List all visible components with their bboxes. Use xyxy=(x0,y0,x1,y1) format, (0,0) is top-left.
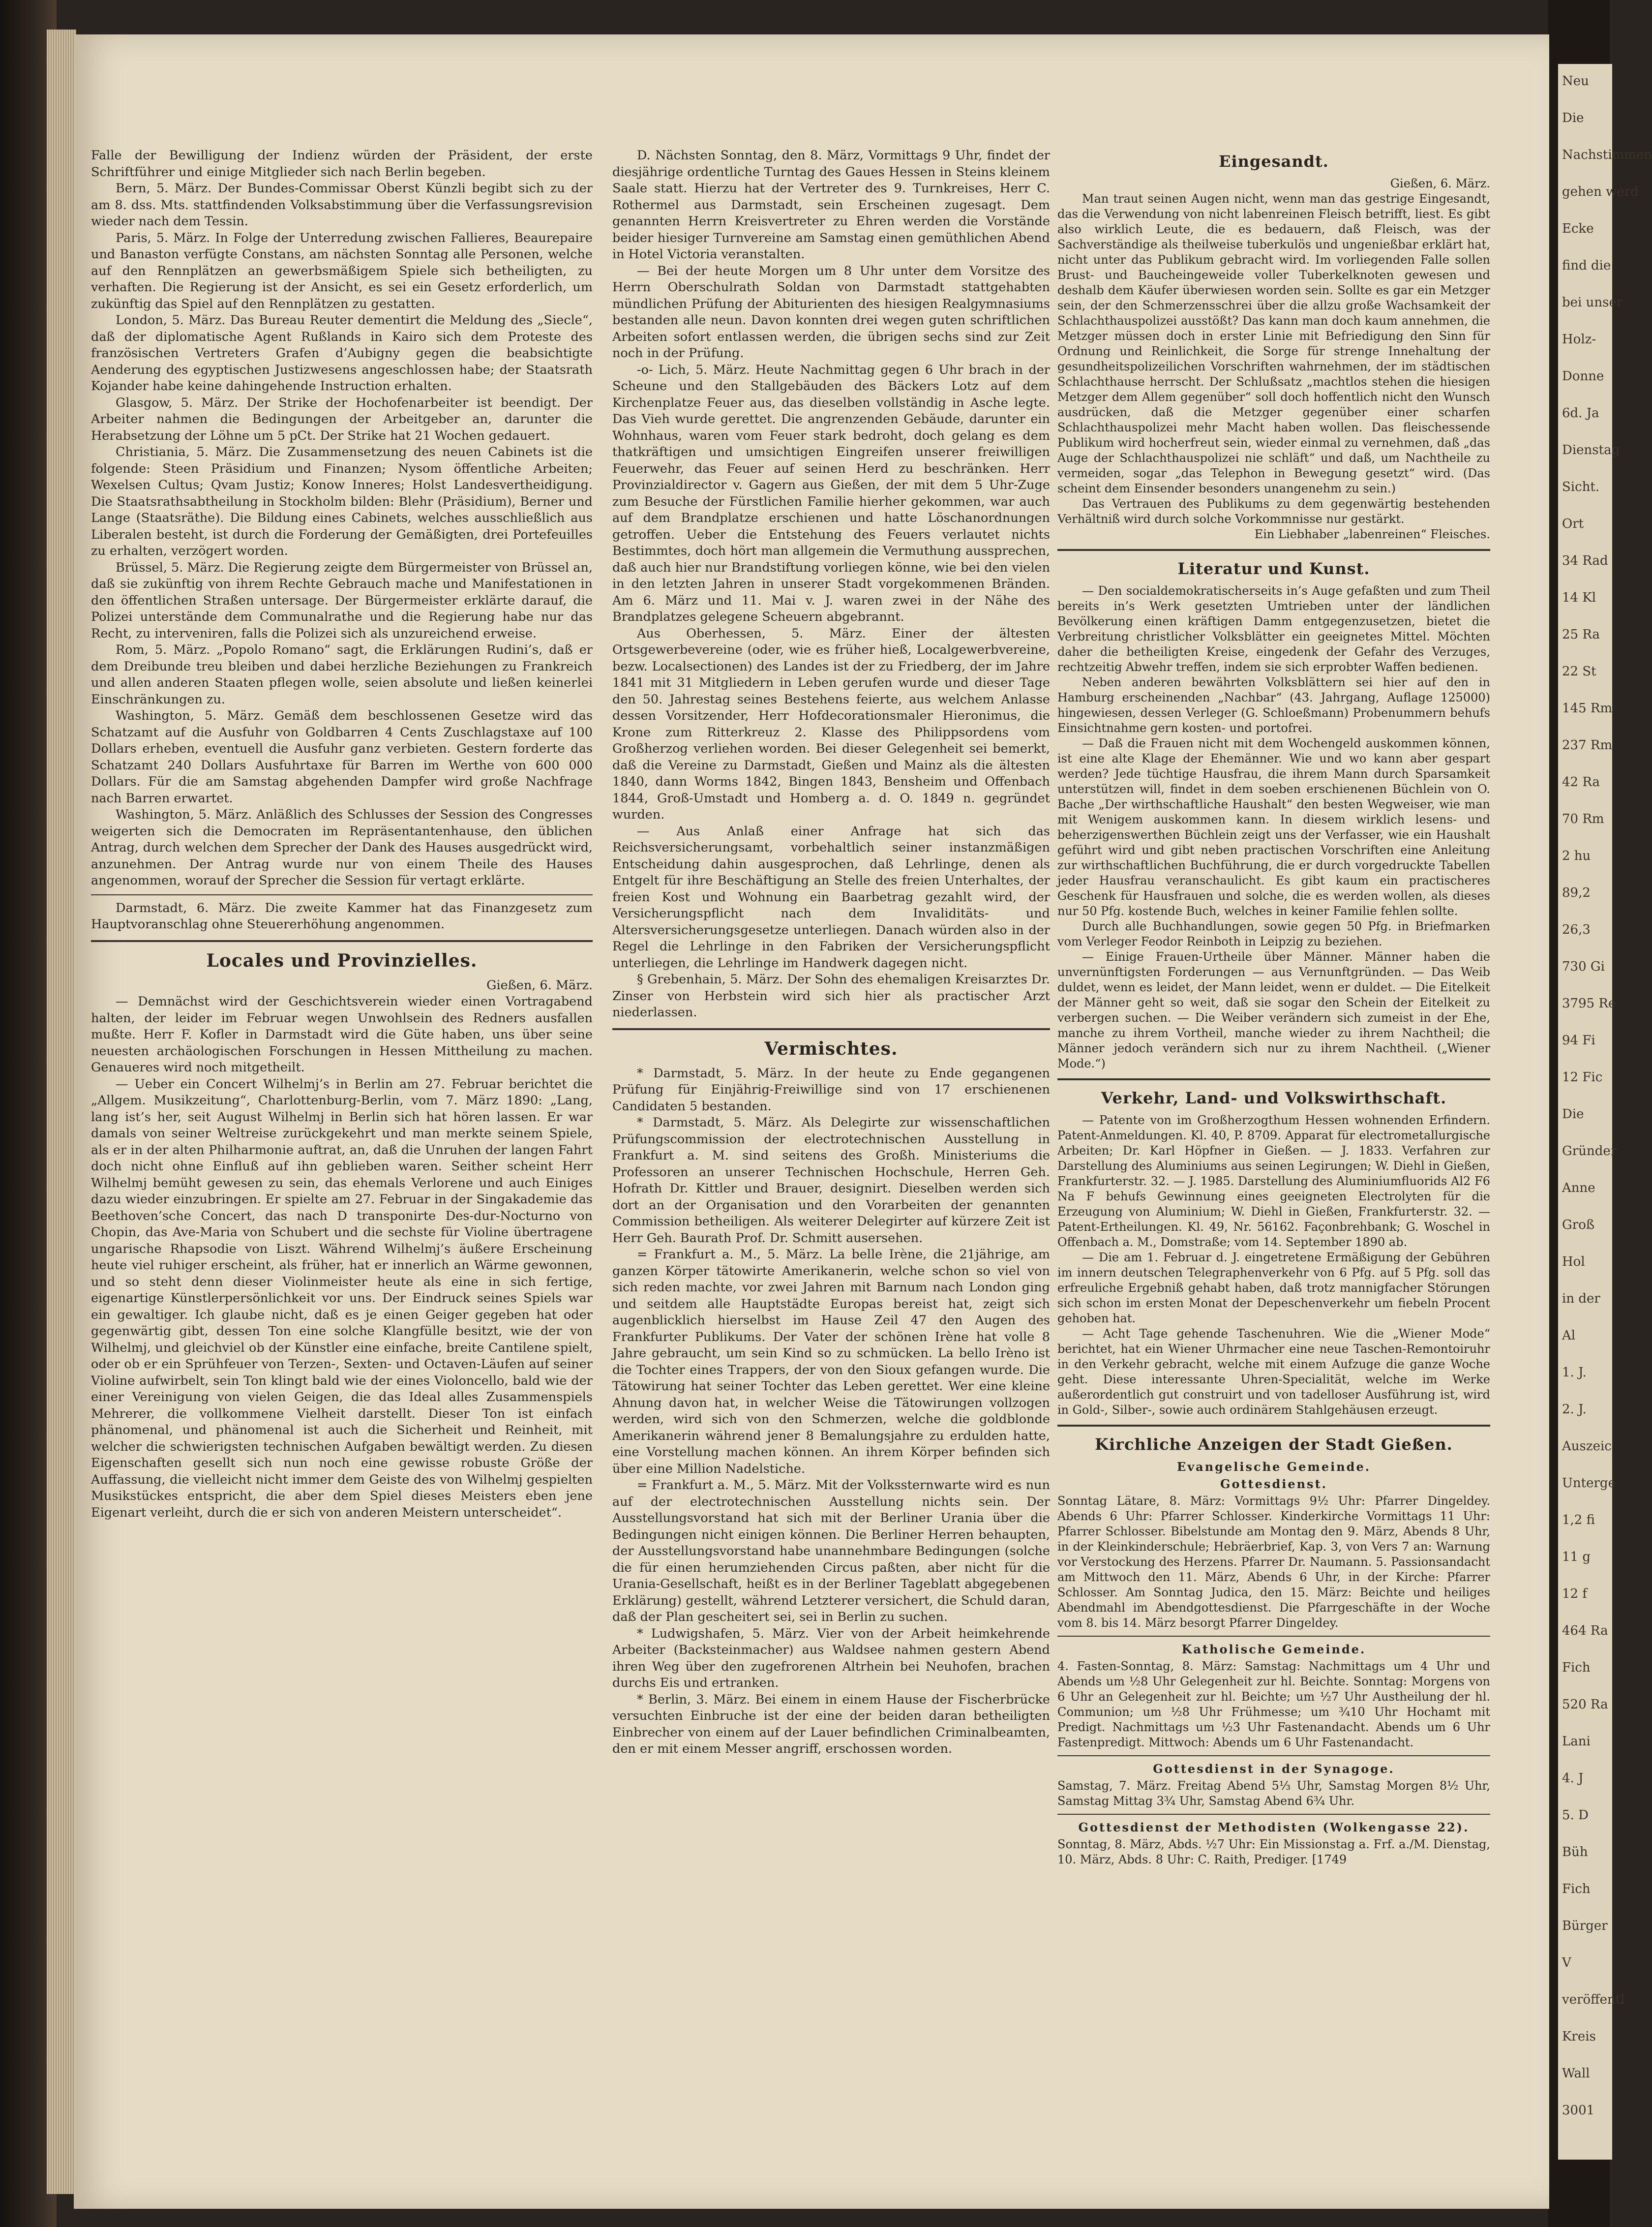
adjacent-page-fragment: Fich xyxy=(1562,1882,1591,1896)
adjacent-page-fragment: Wall xyxy=(1562,2066,1590,2081)
adjacent-page-fragment: 237 Rm xyxy=(1562,738,1613,753)
article-literatur-3: — Daß die Frauen nicht mit dem Wochengeld auskommen können, ist eine alte Klage der Ehemänner. Wie und wo kann aber gespart werden? Jede tüchtige Hausfrau, die ihrem Mann durch Sparsamkeit unterstützen will, findet in dem soeben erschienenen Büchlein von O. Bache „Der wirthschaftliche Haushalt“ den besten Wegweiser, wie man mit Wenigem auskommen kann. In diesem wirklich lesens- und beherzigenswerthen Büchlein zeigt uns der Verfasser, wie ein Haushalt geführt wird und gibt neben practischen Vorschriften eine Anleitung zur wirthschaftlichen Buchführung, die er durch vorgedruckte Tabellen jeder Hausfrau veranschaulicht. Es gibt kaum ein practischeres Geschenk für Hausfrauen und solche, die es werden wollen, als dieses nur 50 Pfg. kostende Buch, welches in keiner Familie fehlen sollte. xyxy=(1057,736,1490,918)
signature: Ein Liebhaber „labenreinen“ Fleisches. xyxy=(1254,527,1490,541)
article-glasgow: Glasgow, 5. März. Der Strike der Hochofenarbeiter ist beendigt. Der Arbeiter nahmen die Bedingungen der Arbeitgeber an, darunter die Herabsetzung der Löhne um 5 pCt. Der Strike hat 21 Wochen gedauert. xyxy=(91,395,593,443)
divider xyxy=(1057,1814,1490,1815)
adjacent-page-fragment: Ecke xyxy=(1562,221,1594,236)
text-synagoge: Samstag, 7. März. Freitag Abend 5⅓ Uhr, Samstag Morgen 8½ Uhr, Samstag Mittag 3¾ Uhr, Samstag Abend 6¾ Uhr. xyxy=(1057,1779,1490,1808)
article-washington-2: Washington, 5. März. Anläßlich des Schlusses der Session des Congresses weigerten sich die Democraten im Repräsentantenhause, den üblichen Antrag, durch welchen dem Sprecher der Dank des Hauses ausgedrückt wird, anzunehmen. Der Antrag wurde nur von einem Theile des Hauses angenommen, worauf der Sprecher die Session für vertagt erklärte. xyxy=(91,807,593,888)
section-heading-verkehr: Verkehr, Land- und Volkswirthschaft. xyxy=(1101,1089,1447,1107)
article-london: London, 5. März. Das Bureau Reuter dementirt die Meldung des „Siecle“, daß der diplomatische Agent Rußlands in Kairo sich dem Proteste des französischen Vertreters Grafen d’Aubigny gegen die beabsichtigte Aenderung des egyptischen Justizwesens angeschlossen habe; der Staatsrath Kojander habe keine dahingehende Instruction erhalten. xyxy=(91,313,593,394)
adjacent-page-fragment: 730 Gi xyxy=(1562,959,1605,974)
article-turntag: D. Nächsten Sonntag, den 8. März, Vormittags 9 Uhr, findet der diesjährige ordentliche Turntag des Gaues Hessen in Steins kleinem Saale statt. Hierzu hat der Vertreter des 9. Turnkreises, Herr C. Rothermel aus Darmstadt, sein Erscheinen zugesagt. Dem genannten Herrn Kreisvertreter zu Ehren werden die Vorstände beider hiesiger Turnvereine am Samstag einen gemüthlichen Abend in Hotel Victoria veranstalten. xyxy=(612,148,1050,262)
adjacent-page-fragment: 22 St xyxy=(1562,664,1596,679)
adjacent-page-fragment: 42 Ra xyxy=(1562,775,1600,790)
adjacent-page-fragment: 464 Ra xyxy=(1562,1623,1608,1638)
adjacent-page-fragment: 94 Fi xyxy=(1562,1033,1595,1048)
article-christiania: Christiania, 5. März. Die Zusammensetzung des neuen Cabinets ist die folgende: Steen Präsidium und Finanzen; Nysom öffentliche Arbeiten; Wexelsen Cultus; Qvam Justiz; Konow Inneres; Holst Landesvertheidigung. Die Staatsrathsabtheilung in Stockholm bilden: Blehr (Präsidium), Berner und Lange (Staatsräthe). Die Bildung eines Cabinets, welches ausschließlich aus Liberalen besteht, ist durch die Forderung der Gemäßigten, drei Portefeuilles zu erhalten, verzögert worden. xyxy=(91,445,593,558)
adjacent-page-fragment: 12 Fic xyxy=(1562,1070,1603,1085)
article-geschichtsverein: — Demnächst wird der Geschichtsverein wieder einen Vortragabend halten, der leider im Februar wegen Unwohlsein des Redners ausfallen mußte. Herr F. Kofler in Darmstadt wird die Güte haben, uns über seine neuesten archäologischen Forschungen in Hessen Mittheilung zu machen. Genaueres wird noch mitgetheilt. xyxy=(91,994,593,1075)
subheading-methodisten: Gottesdienst der Methodisten (Wolkengasse 22). xyxy=(1078,1820,1470,1834)
adjacent-page-fragment: Ort xyxy=(1562,517,1584,531)
adjacent-page-fragment: 89,2 xyxy=(1562,885,1591,900)
column-2 xyxy=(612,148,1050,1758)
adjacent-page-fragment: 3795 Re xyxy=(1562,996,1616,1011)
adjacent-page-fragment: 70 Rm xyxy=(1562,812,1604,826)
adjacent-page-fragment: Büh xyxy=(1562,1845,1588,1860)
divider xyxy=(1057,1425,1490,1427)
adjacent-page-fragment: 12 f xyxy=(1562,1586,1587,1601)
article-realgymnasium: — Bei der heute Morgen um 8 Uhr unter dem Vorsitze des Herrn Oberschulrath Soldan von Darmstadt stattgehabten mündlichen Prüfung der Abiturienten des hiesigen Realgymnasiums bestanden alle neun. Davon konnten drei wegen guten schriftlichen Arbeiten sofort entlassen werden, die übrigen sechs sind zur Zeit noch in der Prüfung. xyxy=(612,263,1050,361)
page-edges xyxy=(47,30,76,2194)
adjacent-page-fragment: find die xyxy=(1562,258,1611,273)
column-3 xyxy=(1057,148,1490,1867)
divider xyxy=(91,940,593,942)
adjacent-page-fragment: 145 Rm xyxy=(1562,701,1613,716)
article-bern: Bern, 5. März. Der Bundes-Commissar Oberst Künzli begibt sich zu der am 8. dss. Mts. stattfindenden Volksabstimmung über die Verfassungsrevision wieder nach dem Tessin. xyxy=(91,181,593,229)
adjacent-page-fragment: 5. D xyxy=(1562,1808,1589,1823)
article-paris: Paris, 5. März. In Folge der Unterredung zwischen Fallieres, Beaurepaire und Banaston verfügte Constans, am nächsten Sonntag alle Personen, welche auf den Rennplätzen an gewerbsmäßigem Spiele sich betheiligten, zu verhaften. Die Regierung ist der Ansicht, es sei ein Gesetz erforderlich, um zukünftig das Spiel auf den Rennplätzen zu gestatten. xyxy=(91,230,593,311)
adjacent-page-fragment: Lani xyxy=(1562,1734,1591,1749)
adjacent-page-fragment: V xyxy=(1562,1955,1571,1970)
article-intro: Falle der Bewilligung der Indienz würden der Präsident, der erste Schriftführer und einige Mitglieder sich nach Berlin begeben. xyxy=(91,148,593,180)
adjacent-page-fragment: Die xyxy=(1562,111,1584,125)
article-patente: — Patente von im Großherzogthum Hessen wohnenden Erfindern. Patent-Anmeldungen. Kl. 40, P. 8709. Apparat für electrometallurgische Arbeiten; Dr. Karl Höpfner in Gießen. — J. 1833. Verfahren zur Darstellung des Aluminiums aus seinen Legirungen; W. Diehl in Gießen, Frankfurterstr. 32. — J. 1985. Darstellung des Aluminiumfluorids Al2 F6 Na F behufs Gewinnung eines geeigneten Electrolyten für die Erzeugung von Aluminium; W. Diehl in Gießen, Frankfurterstr. 32. — Patent-Ertheilungen. Kl. 49, Nr. 56162. Façonbrehbank; G. Woschel in Offenbach a. M., Domstraße; vom 14. September 1890 ab. xyxy=(1057,1113,1490,1249)
adjacent-page-fragment: Unterge xyxy=(1562,1476,1616,1491)
article-eingesandt-2: Das Vertrauen des Publikums zu dem gegenwärtig bestehenden Verhältniß wird durch solche Vorkommnisse nur gestärkt. xyxy=(1057,497,1490,526)
adjacent-page-fragment: Die xyxy=(1562,1107,1584,1122)
article-washington-1: Washington, 5. März. Gemäß dem beschlossenen Gesetze wird das Schatzamt auf die Ausfuhr von Goldbarren 4 Cents Zuschlagstaxe auf 100 Dollars erheben, eventuell die Ausfuhr ganz verbieten. Gestern forderte das Schatzamt 240 Dollars Ausfuhrtaxe für Barren im Werthe von 600 000 Dollars. Für die am Samstag abgehenden Dampfer wird große Nachfrage nach Barren erwartet. xyxy=(91,708,593,806)
adjacent-page-fragment: Donne xyxy=(1562,369,1604,384)
adjacent-page-sliver xyxy=(1558,64,1652,2160)
adjacent-page-fragment: Groß xyxy=(1562,1218,1595,1232)
adjacent-page-fragment: Sicht. xyxy=(1562,480,1600,494)
adjacent-page-fragment: Al xyxy=(1562,1328,1576,1343)
article-darmstadt: Darmstadt, 6. März. Die zweite Kammer hat das Finanzgesetz zum Hauptvoranschlag ohne Steuererhöhung angenommen. xyxy=(91,900,593,932)
adjacent-page-fragment: gehen werd xyxy=(1562,184,1639,199)
divider xyxy=(1057,1636,1490,1637)
article-literatur-2: Neben anderen bewährten Volksblättern sei hier auf den in Hamburg erscheinenden „Nachbar“ (43. Jahrgang, Auflage 125000) hingewiesen, dessen Verleger (G. Schloeßmann) Probenummern behufs Einsichtnahme gern kosten- und portofrei. xyxy=(1057,675,1490,735)
section-heading-vermischtes: Vermischtes. xyxy=(764,1038,898,1059)
adjacent-page-fragment: 2 hu xyxy=(1562,849,1591,863)
adjacent-page-fragment: veröffentl xyxy=(1562,1992,1625,2007)
subheading-evangelisch: Evangelische Gemeinde. xyxy=(1176,1460,1371,1474)
adjacent-page-fragment: Anne xyxy=(1562,1181,1595,1195)
article-concert: — Ueber ein Concert Wilhelmj’s in Berlin am 27. Februar berichtet die „Allgem. Musikzeitung“, Charlottenburg-Berlin, vom 7. März 1890: „Lang, lang ist’s her, seit August Wilhelmj in Berlin sich hat hören lassen. Er war damals von seiner Weltreise zurückgekehrt und man merkte seinem Spiele, als er in der alten Philharmonie auftrat, an, daß die Unruhen der langen Fahrt doch nicht ohne Einfluß auf ihn geblieben waren. Seither scheint Herr Wilhelmj bemüht gewesen zu sein, das ehemals Verlorene und auch Einiges dazu wieder einzubringen. Er spielte am 27. Februar in der Singakademie das Beethoven’sche Concert, das nach D transponirte Des-dur-Nocturno von Chopin, das Ave-Maria von Schubert und die sechste für Violine übertragene ungarische Rhapsodie von Liszt. Während Wilhelmj’s äußere Erscheinung heute viel ruhiger erscheint, als früher, hat er innerlich an Wärme gewonnen, und so steht denn dieser Violinmeister heute als eine in sich fertige, eigenartige Künstlerpersönlichkeit vor uns. Der Eindruck seines Spiels war ein gewaltiger. Ich glaube nicht, daß es je einen Geiger gegeben hat oder gegenwärtig gibt, dessen Ton eine solche Klangfülle besitzt, wie der von Wilhelmj, und gleichviel ob der Künstler eine einfache, breite Cantilene spielt, oder ob er ein Sprühfeuer von Terzen-, Sexten- und Octaven-Läufen auf seiner Violine aufwirbelt, sein Ton klingt bald wie der eines Violoncello, bald wie der einer Vereinigung von vielen Geigen, die das Ideal alles Zusammenspiels Mehrerer, die vollkommene Vielheit darstellt. Dieser Ton ist einfach phänomenal, und phänomenal ist auch die Sicherheit und Reinheit, mit welcher die schwierigsten technischen Aufgaben bewältigt werden. Zu diesen Eigenschaften gesellt sich nun noch eine gewisse robuste Größe der Auffassung, die vielleicht nicht immer dem Geiste des von Wilhelmj gespielten Musikstückes entspricht, die aber dem Spiel dieses Meisters eben jene Eigenart verleiht, durch die er sich von anderen Meistern unterscheidet“. xyxy=(91,1076,593,1520)
adjacent-page-fragment: 34 Rad xyxy=(1562,553,1608,568)
adjacent-page-fragment: 26,3 xyxy=(1562,922,1591,937)
section-heading-kirchliche: Kirchliche Anzeigen der Stadt Gießen. xyxy=(1095,1435,1453,1454)
adjacent-page-fragment: Bürger xyxy=(1562,1919,1608,1933)
section-heading-eingesandt: Eingesandt. xyxy=(1219,152,1329,171)
adjacent-page-fragment: Dienstag xyxy=(1562,443,1620,458)
adjacent-page-fragment: bei unser xyxy=(1562,295,1623,310)
adjacent-page-fragment: Nachstimmen xyxy=(1562,148,1652,162)
article-rom: Rom, 5. März. „Popolo Romano“ sagt, die Erklärungen Rudini’s, daß er dem Dreibunde treu bleiben und dabei herzliche Beziehungen zu Frankreich und allen anderen Staaten pflegen wolle, seien absolute und ließen keinerlei Einschränkungen zu. xyxy=(91,642,593,707)
adjacent-page-fragment: Holz- xyxy=(1562,332,1596,347)
article-darmstadt-1: * Darmstadt, 5. März. In der heute zu Ende gegangenen Prüfung für Einjährig-Freiwillige sind von 17 erschienenen Candidaten 5 bestanden. xyxy=(612,1066,1050,1114)
divider xyxy=(91,894,593,895)
adjacent-page-fragment: 4. J xyxy=(1562,1771,1584,1786)
article-grebenhain: § Grebenhain, 5. März. Der Sohn des ehemaligen Kreisarztes Dr. Zinser von Herbstein wird sich hier als practischer Arzt niederlassen. xyxy=(612,972,1050,1020)
article-lich: -o- Lich, 5. März. Heute Nachmittag gegen 6 Uhr brach in der Scheune und den Stallgebäuden des Bäckers Lotz auf dem Kirchenplatze Feuer aus, das dieselben vollständig in Asche legte. Das Vieh wurde gerettet. Die angrenzenden Gebäude, darunter ein Wohnhaus, waren vom Feuer stark bedroht, doch gelang es dem thatkräftigen und umsichtigen Eingreifen unserer freiwilligen Feuerwehr, das Feuer auf seinen Herd zu beschränken. Herr Provinzialdirector v. Gagern aus Gießen, der mit dem 5 Uhr-Zuge zum Besuche der Fürstlichen Familie hierher gekommen, war auch auf dem Brandplatze erschienen und hatte Löschanordnungen getroffen. Ueber die Entstehung des Feuers verlautet nichts Bestimmtes, doch hört man allgemein die Vermuthung aussprechen, daß auch hier nur Brandstiftung vorliegen könne, wie bei den vielen in den letzten Jahren in unserer Stadt vorgekommenen Bränden. Am 6. März und 11. Mai v. J. waren zwei in der Nähe des Brandplatzes gelegene Scheuern abgebrannt. xyxy=(612,362,1050,624)
subheading-synagoge: Gottesdienst in der Synagoge. xyxy=(1153,1762,1395,1776)
article-oberhessen: Aus Oberhessen, 5. März. Einer der ältesten Ortsgewerbevereine (oder, wie es früher hieß, Localgewerbvereine, bezw. Localsectionen) des Landes ist der zu Friedberg, der im Jahre 1841 mit 31 Mitgliedern in Leben gerufen wurde und dieser Tage den 50. Jahrestag seines Bestehens feierte, aus welchem Anlasse dessen Vorsitzender, Herr Hofdecorationsmaler Hieronimus, die Krone zum Ritterkreuz 2. Klasse des Philippsordens vom Großherzog verliehen worden. Bei dieser Gelegenheit sei bemerkt, daß die Vereine zu Darmstadt, Gießen und Mainz als die ältesten 1840, dann Worms 1842, Bingen 1843, Bensheim und Offenbach 1844, Groß-Umstadt und Homberg a. d. O. 1849 n. gegründet wurden. xyxy=(612,626,1050,822)
section-heading-literatur: Literatur und Kunst. xyxy=(1177,559,1370,578)
article-reichsversicherung: — Aus Anlaß einer Anfrage hat sich das Reichsversicherungsamt, vorbehaltlich seiner instanzmäßigen Entscheidung dahin ausgesprochen, daß Lehrlinge, denen als Entgelt für ihre Beschäftigung an Stelle des freien Unterhaltes, der freien Kost und Wohnung ein Baarbetrag gezahlt wird, der Versicherungspflicht nach dem Invaliditäts- und Altersversicherungsgesetze unterliegen. Danach würden also in der Regel die Lehrlinge in den Fabriken der Versicherungspflicht unterliegen, die Lehrlinge im Handwerk dagegen nicht. xyxy=(612,824,1050,971)
adjacent-page-fragment: 14 Kl xyxy=(1562,590,1596,605)
article-frankfurt-1: = Frankfurt a. M., 5. März. La belle Irène, die 21jährige, am ganzen Körper tätowirte Amerikanerin, welche schon so viel von sich reden machte, vor zwei Jahren mit Barnum nach London ging und seitdem alle Hauptstädte Europas bereist hat, zeigt sich augenblicklich hierselbst im Hause Zeil 47 den Augen des Frankfurter Publikums. Der Vater der schönen Irène hat volle 8 Jahre gebraucht, um sein Kind so zu schmücken. La bello Irèno ist die Tochter eines Trappers, der von den Sioux gefangen wurde. Die Tätowirung hat seiner Tochter das Leben gerettet. Wer eine kleine Ahnung davon hat, in welcher Weise die Tätowirungen vollzogen werden, wird sich von den Schmerzen, welche die goldblonde Amerikanerin während jener 8 Bemalungsjahre zu erdulden hatte, eine Vorstellung machen können. An ihrem Körper befinden sich über eine Million Nadelstiche. xyxy=(612,1247,1050,1476)
adjacent-page-fragment: 1. J. xyxy=(1562,1365,1587,1380)
divider xyxy=(1057,1078,1490,1080)
adjacent-page-fragment: Neu xyxy=(1562,74,1589,89)
article-eingesandt: Man traut seinen Augen nicht, wenn man das gestrige Eingesandt, das die Verwendung von nicht labenreinen Fleisch betrifft, liest. Es gibt also wirklich Leute, die es bedauern, daß Fleisch, was der Sachverständige als theilweise tuberkulös und ungenießbar erklärt hat, nicht unter das Publikum gebracht wird. Im vorliegenden Falle sollen Brust- und Bauchеingeweide voller Tuberkelknoten gewesen und deshalb dem Käufer überwiesen worden sein. Sollte es gar ein Metzger sein, der den Schmerzensschrei über die allzu große Wachsamkeit der Schlachthauspolizei ausstößt? Das kann man doch kaum annehmen, die Metzger müssen doch in erster Linie mit Befriedigung den Sinn für Ordnung und Reinlichkeit, die Sorge für strenge Innehaltung der gesundheitspolizeilichen Vorschriften wahrnehmen, der im städtischen Schlachthause herrscht. Der Schlußsatz „machtlos stehen die hiesigen Metzger dem Allem gegenüber“ soll doch hoffentlich nicht den Wunsch ausdrücken, daß die Metzger gegenüber einer scharfen Schlachthauspolizei mehr Macht haben wollen. Das fleischessende Publikum wird hocherfreut sein, wieder einmal zu vernehmen, daß „das Auge der Schlachthauspolizei nie schläft“ und daß, um Nachtheile zu vermeiden, sogar „das Telephon in Bewegung gesetzt“ wird. (Das scheint dem Einsender besonders unangenehm zu sein.) xyxy=(1057,192,1490,495)
article-frankfurt-2: = Frankfurt a. M., 5. März. Mit der Volkssternwarte wird es nun auf der electrotechnischen Ausstellung nichts sein. Der Ausstellungsvorstand hat sich mit der Berliner Urania über die Bedingungen nicht einigen können. Die Berliner Herren behaupten, der Ausstellungsvorstand habe unannehmbare Bedingungen (solche die für einen herumziehenden Circus paßten, aber nicht für die Urania-Gesellschaft, heißt es in der Berliner Tageblatt abgegebenen Erklärung) gestellt, während Letzterer versichert, die Schuld daran, daß der Plan gescheitert sei, sei in Berlin zu suchen. xyxy=(612,1478,1050,1624)
adjacent-page-fragment: in der xyxy=(1562,1291,1600,1306)
column-1 xyxy=(91,148,593,1521)
dateline: Gießen, 6. März. xyxy=(486,977,593,993)
dateline: Gießen, 6. März. xyxy=(1390,177,1490,190)
adjacent-page-fragment: Fich xyxy=(1562,1660,1591,1675)
section-heading-locales: Locales und Provinzielles. xyxy=(206,950,478,971)
article-ludwigshafen: * Ludwigshafen, 5. März. Vier von der Arbeit heimkehrende Arbeiter (Backsteinmacher) aus Waldsee nahmen gestern Abend ihren Weg über den zugefrorenen Altrhein bei Neuhofen, brachen durchs Eis und ertranken. xyxy=(612,1626,1050,1690)
adjacent-page-fragment: 11 g xyxy=(1562,1550,1591,1564)
text-evangelisch: Sonntag Lätare, 8. März: Vormittags 9½ Uhr: Pfarrer Dingeldey. Abends 6 Uhr: Pfarrer Schlosser. Kinderkirche Vormittags 11 Uhr: Pfarrer Schlosser. Bibelstunde am Montag den 9. März, Abends 8 Uhr, in der Kleinkinderschule; Hebräerbrief, Kap. 3, von Vers 7 an: Warnung vor Verstockung des Herzens. Pfarrer Dr. Naumann. 5. Passionsandacht am Mittwoch den 11. März, Abends 6 Uhr, in der Kirche: Pfarrer Schlosser. Am Sonntag Judica, den 15. März: Beichte und heiliges Abendmahl im Abendgottesdienst. Die Pfarrgeschäfte in der Woche vom 8. bis 14. März besorgt Pfarrer Dingeldey. xyxy=(1057,1494,1490,1630)
divider xyxy=(1057,549,1490,551)
divider xyxy=(1057,1755,1490,1756)
subheading-gottesdienst: Gottesdienst. xyxy=(1220,1477,1328,1491)
text-methodisten: Sonntag, 8. März, Abds. ½7 Uhr: Ein Missionstag a. Frf. a./M. Dienstag, 10. März, Abds. 8 Uhr: C. Raith, Prediger. [1749 xyxy=(1057,1837,1490,1866)
adjacent-page-fragment: 1,2 fi xyxy=(1562,1513,1595,1527)
text-katholisch: 4. Fasten-Sonntag, 8. März: Samstag: Nachmittags um 4 Uhr und Abends um ½8 Uhr Gelegenheit zur hl. Beichte. Sonntag: Morgens von 6 Uhr an Gelegenheit zur hl. Beichte; um ½7 Uhr Austheilung der hl. Communion; um ½8 Uhr Frühmesse; um ¾10 Uhr Hochamt mit Predigt. Nachmittags um ½3 Uhr Fastenandacht. Abends um 6 Uhr Fastenpredigt. Mittwoch: Abends um 6 Uhr Fastenandacht. xyxy=(1057,1659,1490,1749)
article-literatur-4: Durch alle Buchhandlungen, sowie gegen 50 Pfg. in Briefmarken vom Verleger Feodor Reinboth in Leipzig zu beziehen. xyxy=(1057,919,1490,948)
article-bruessel: Brüssel, 5. März. Die Regierung zeigte dem Bürgermeister von Brüssel an, daß sie zukünftig von ihrem Rechte Gebrauch mache und Manifestationen in den öffentlichen Straßen untersage. Der Bürgermeister erklärte darauf, die Polizei unterstände dem Communalrathe und die Regierung habe nur das Recht, zu interveniren, falls die Polizei sich als unzureichend erweise. xyxy=(91,560,593,641)
article-berlin: * Berlin, 3. März. Bei einem in einem Hause der Fischerbrücke versuchten Einbruche ist der eine der beiden daran betheiligten Einbrecher von einem auf der Lauer befindlichen Criminalbeamten, den er mit einem Messer angriff, erschossen worden. xyxy=(612,1692,1050,1756)
article-literatur-5: — Einige Frauen-Urtheile über Männer. Männer haben die unvernünftigsten Forderungen — aus Vernunftgründen. — Das Weib duldet, wenn es leidet, der Mann leidet, wenn er duldet. — Die Eitelkeit der Männer geht so weit, daß sie sogar den Schein der Eitelkeit zu verbergen suchen. — Die Weiber verändern sich zumeist in der Ehe, manche zu ihrem Vortheil, manche wieder zu ihrem Nachtheil; die Männer jedoch verändern sich nur zu ihrem Nachtheil. („Wiener Mode.“) xyxy=(1057,950,1490,1070)
adjacent-page-fragment: Gründer xyxy=(1562,1144,1617,1159)
article-darmstadt-2: * Darmstadt, 5. März. Als Delegirte zur wissenschaftlichen Prüfungscommission der electrotechnischen Ausstellung in Frankfurt a. M. sind seitens des Großh. Ministeriums die Professoren an unserer Technischen Hochschule, Herren Geh. Hofrath Dr. Kittler und Brauer, designirt. Dieselben werden sich dort an der Organisation und den Vorarbeiten der genannten Commission betheiligen. Als weiterer Delegirter auf kürzere Zeit ist Herr Geh. Baurath Prof. Dr. Schmitt ausersehen. xyxy=(612,1115,1050,1246)
divider xyxy=(612,1028,1050,1030)
adjacent-page-fragment: Auszeic xyxy=(1562,1439,1612,1454)
article-telegraph: — Die am 1. Februar d. J. eingetretene Ermäßigung der Gebühren im innern deutschen Telegraphenverkehr von 6 Pfg. auf 5 Pfg. soll das erfreuliche Ergebniß gehabt haben, daß trotz mannigfacher Störungen sich schon im ersten Monat der Depeschenverkehr um fiebeln Procent gehoben hat. xyxy=(1057,1251,1490,1325)
adjacent-page-fragment: 25 Ra xyxy=(1562,627,1600,642)
adjacent-page-fragment: 2. J. xyxy=(1562,1402,1587,1417)
adjacent-page-fragment: Kreis xyxy=(1562,2029,1596,2044)
adjacent-page-fragment: 520 Ra xyxy=(1562,1697,1608,1712)
adjacent-page-fragment: 6d. Ja xyxy=(1562,406,1599,421)
subheading-katholisch: Katholische Gemeinde. xyxy=(1181,1642,1366,1656)
article-taschenuhren: — Acht Tage gehende Taschenuhren. Wie die „Wiener Mode“ berichtet, hat ein Wiener Uhrmacher eine neue Taschen-Remontoiruhr in den Verkehr gebracht, welche mit einem Aufzuge die ganze Woche geht. Diese interessante Uhren-Specialität, welche im Werke außerordentlich gut construirt und von tadelloser Ausführung ist, wird in Gold-, Silber-, sowie auch ordinärem Stahlgehäusen erzeugt. xyxy=(1057,1327,1490,1417)
article-literatur-1: — Den socialdemokratischerseits in’s Auge gefaßten und zum Theil bereits in’s Werk gesetzten Umtrieben unter der ländlichen Bevölkerung einen kräftigen Damm entgegenzusetzen, bietet die Verbreitung christlicher Volksblätter ein geeignetes Mittel. Möchten daher die betheiligten Kreise, eingedenk der Gefahr des Verzuges, rechtzeitig Abwehr treffen, indem sie sich erprobter Waffen bedienen. xyxy=(1057,584,1490,674)
adjacent-page-fragment: Hol xyxy=(1562,1254,1585,1269)
adjacent-page-fragment: 3001 xyxy=(1562,2103,1595,2118)
